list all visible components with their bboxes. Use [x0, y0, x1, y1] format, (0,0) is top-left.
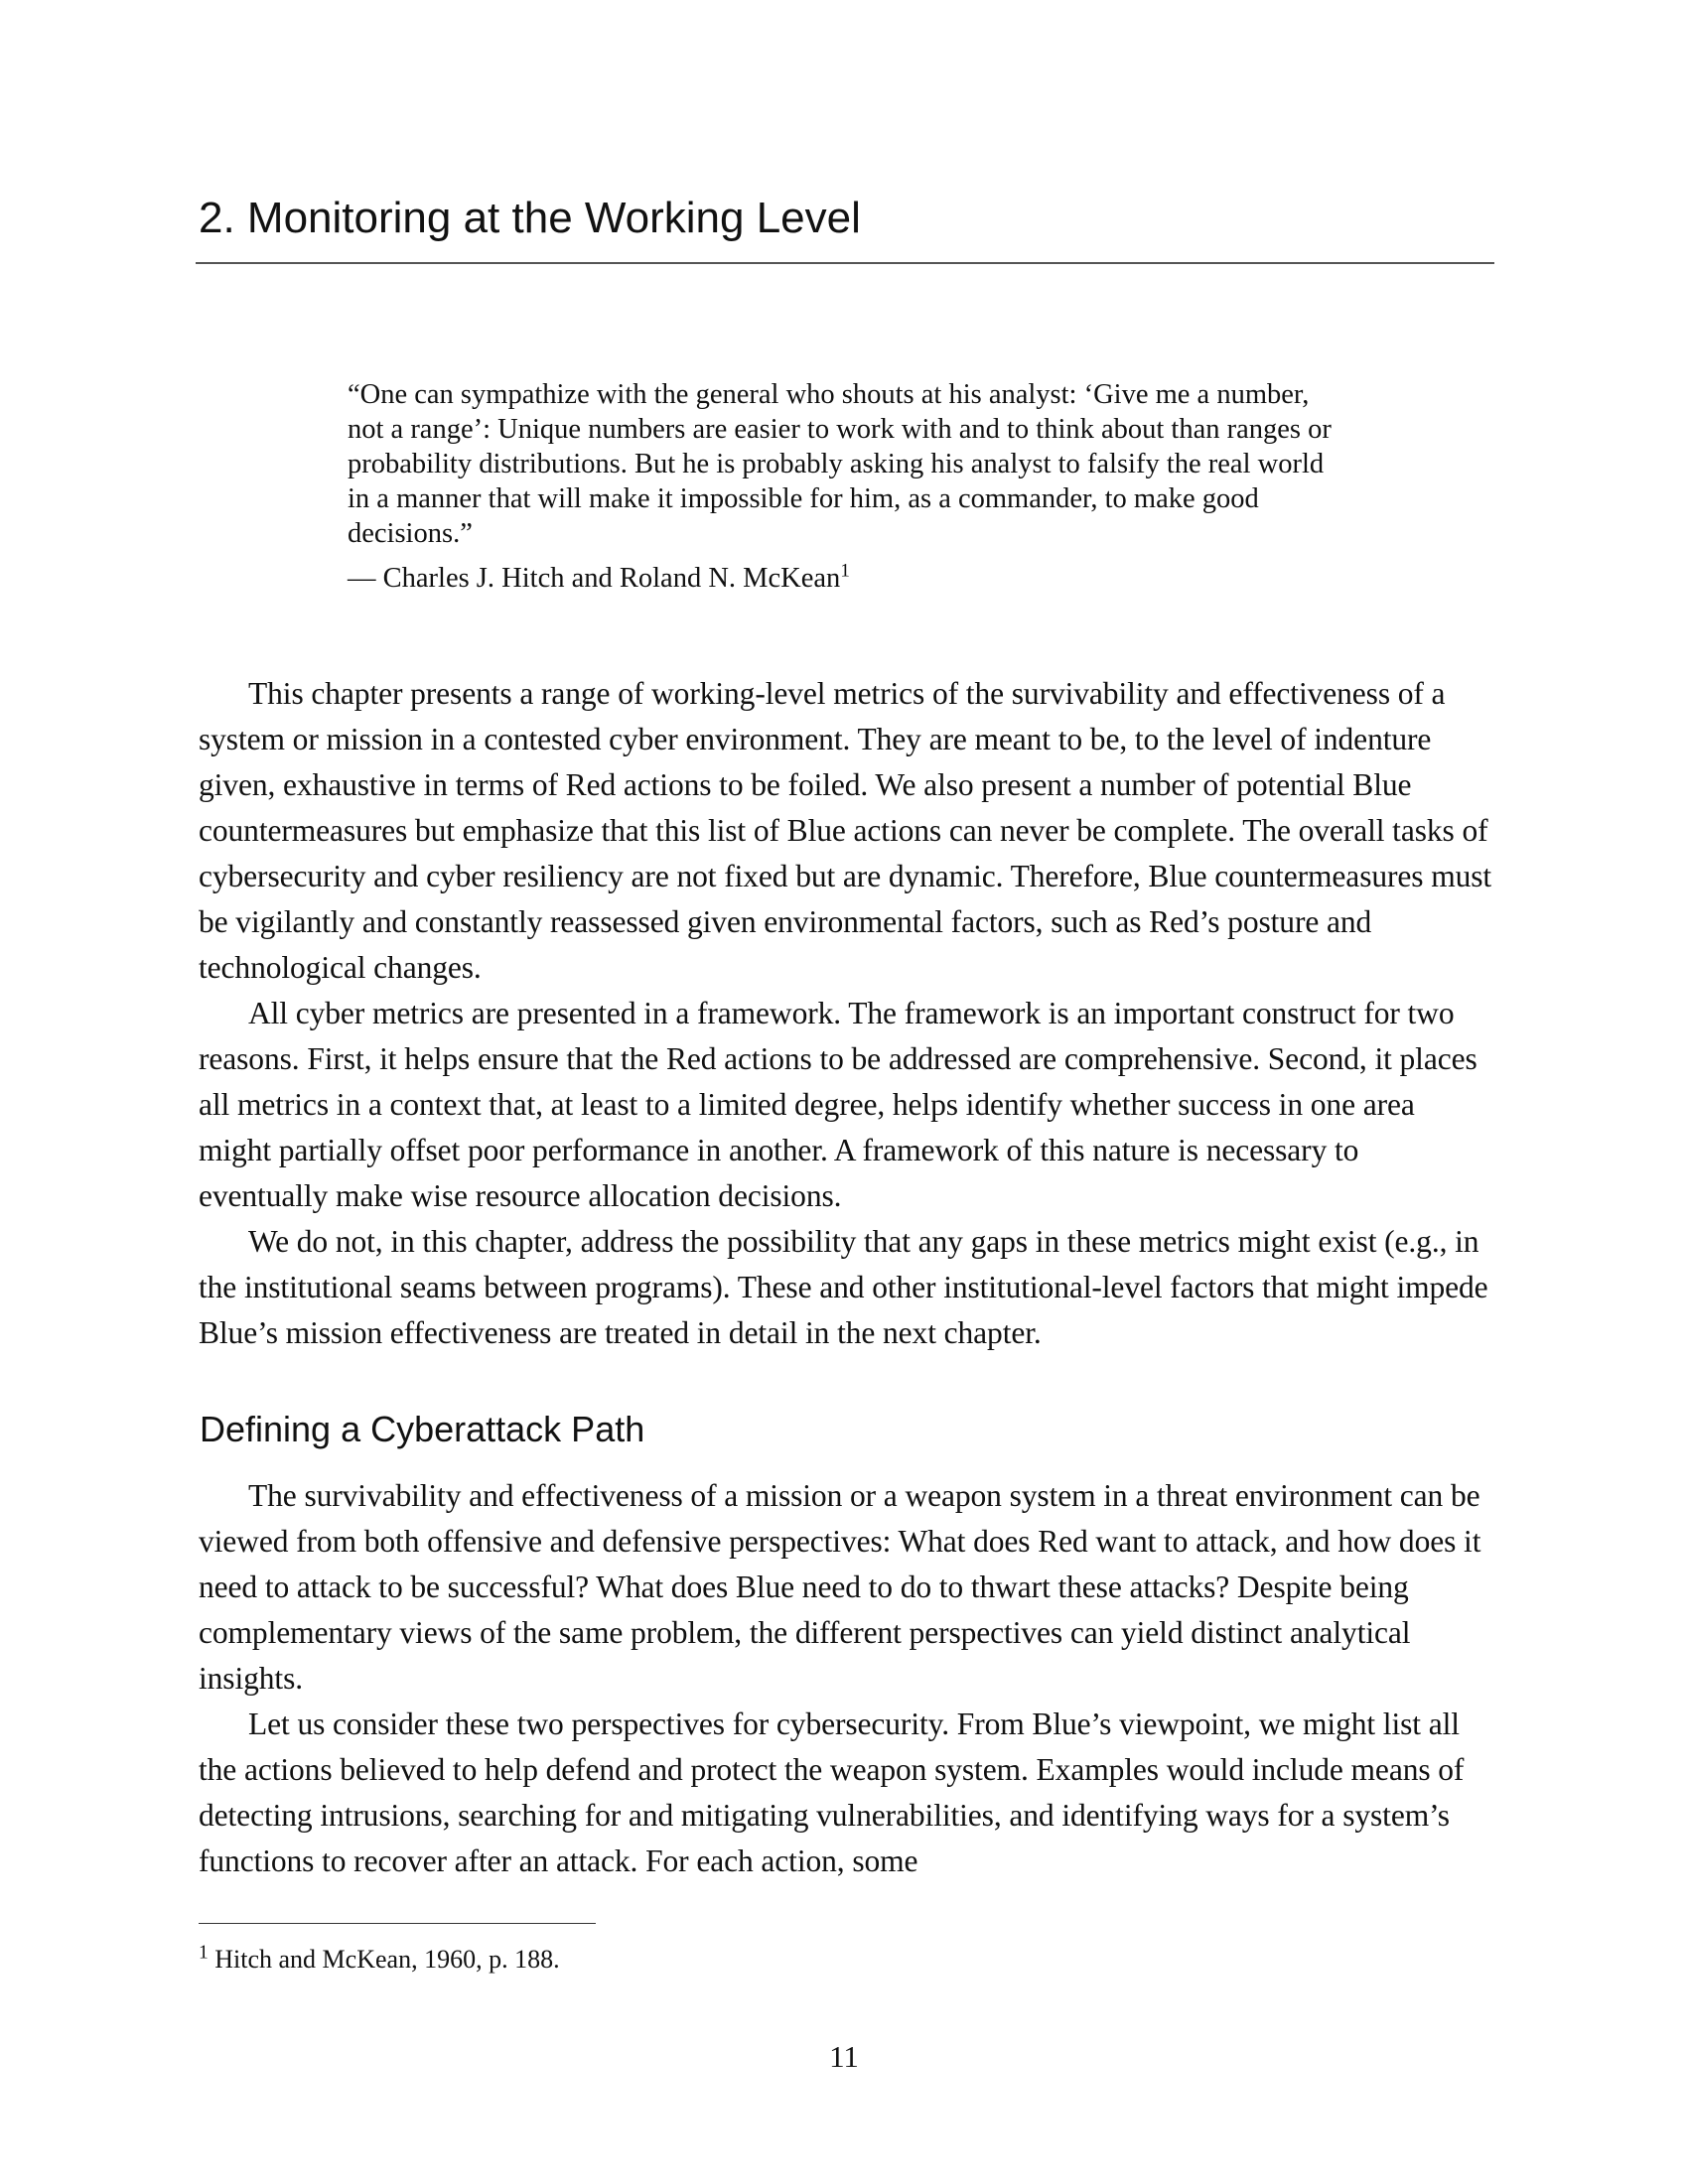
footnote-text: Hitch and McKean, 1960, p. 188.	[214, 1945, 560, 1974]
epigraph-quote: “One can sympathize with the general who shouts at his analyst: ‘Give me a number, not a range’: Unique numbers are easier to work with and to think about than ranges or probability distributions. But he is probably asking his analyst to falsify the real world in a manner that will make it impossible for him, as a commander, to make good decisions.”	[348, 379, 1332, 549]
body-paragraph: All cyber metrics are presented in a framework. The framework is an important construct for two reasons. First, it helps ensure that the Red actions to be addressed are comprehensive. Second, it places all metrics in a context that, at least to a limited degree, helps identify whether success in one area might partially offset poor performance in another. A framework of this nature is necessary to eventually make wise resource allocation decisions.	[199, 996, 1477, 1213]
page-number: 11	[829, 2039, 859, 2074]
body-paragraph: Let us consider these two perspectives for cybersecurity. From Blue’s viewpoint, we might list all the actions believed to help defend and protect the weapon system. Examples would include means of detecting intrusions, searching for and mitigating vulnerabilities, and identifying ways for a system’s functions to recover after an attack. For each action, some	[199, 1706, 1465, 1878]
epigraph-attribution-text: — Charles J. Hitch and Roland N. McKean	[348, 563, 841, 594]
footnote-number: 1	[199, 1942, 209, 1964]
body-paragraph: We do not, in this chapter, address the possibility that any gaps in these metrics might exist (e.g., in the institutional seams between programs). These and other institutional-level factors that might impede Blue’s mission effectiveness are treated in detail in the next chapter.	[199, 1224, 1488, 1350]
footnote	[199, 1944, 560, 1976]
body-paragraph: This chapter presents a range of working-level metrics of the survivability and effectiveness of a system or mission in a contested cyber environment. They are meant to be, to the level of indenture given, exhaustive in terms of Red actions to be foiled. We also present a number of potential Blue countermeasures but emphasize that this list of Blue actions can never be complete. The overall tasks of cybersecurity and cyber resiliency are not fixed but are dynamic. Therefore, Blue countermeasures must be vigilantly and constantly reassessed given environmental factors, such as Red’s posture and technological changes.	[199, 676, 1492, 985]
section-body	[199, 1473, 1493, 1884]
footnote-separator	[199, 1923, 596, 1924]
epigraph-attribution	[348, 561, 1340, 596]
title-underline	[196, 262, 1494, 264]
chapter-title: 2. Monitoring at the Working Level	[199, 194, 861, 242]
intro-body	[199, 671, 1493, 1356]
epigraph	[348, 377, 1340, 596]
footnote-reference[interactable]: 1	[840, 560, 850, 582]
body-paragraph: The survivability and effectiveness of a mission or a weapon system in a threat environment can be viewed from both offensive and defensive perspectives: What does Red want to attack, and how does it need to attack to be successful? What does Blue need to do to thwart these attacks? Despite being complementary views of the same problem, the different perspectives can yield distinct analytical insights.	[199, 1478, 1481, 1696]
section-heading: Defining a Cyberattack Path	[200, 1409, 645, 1449]
